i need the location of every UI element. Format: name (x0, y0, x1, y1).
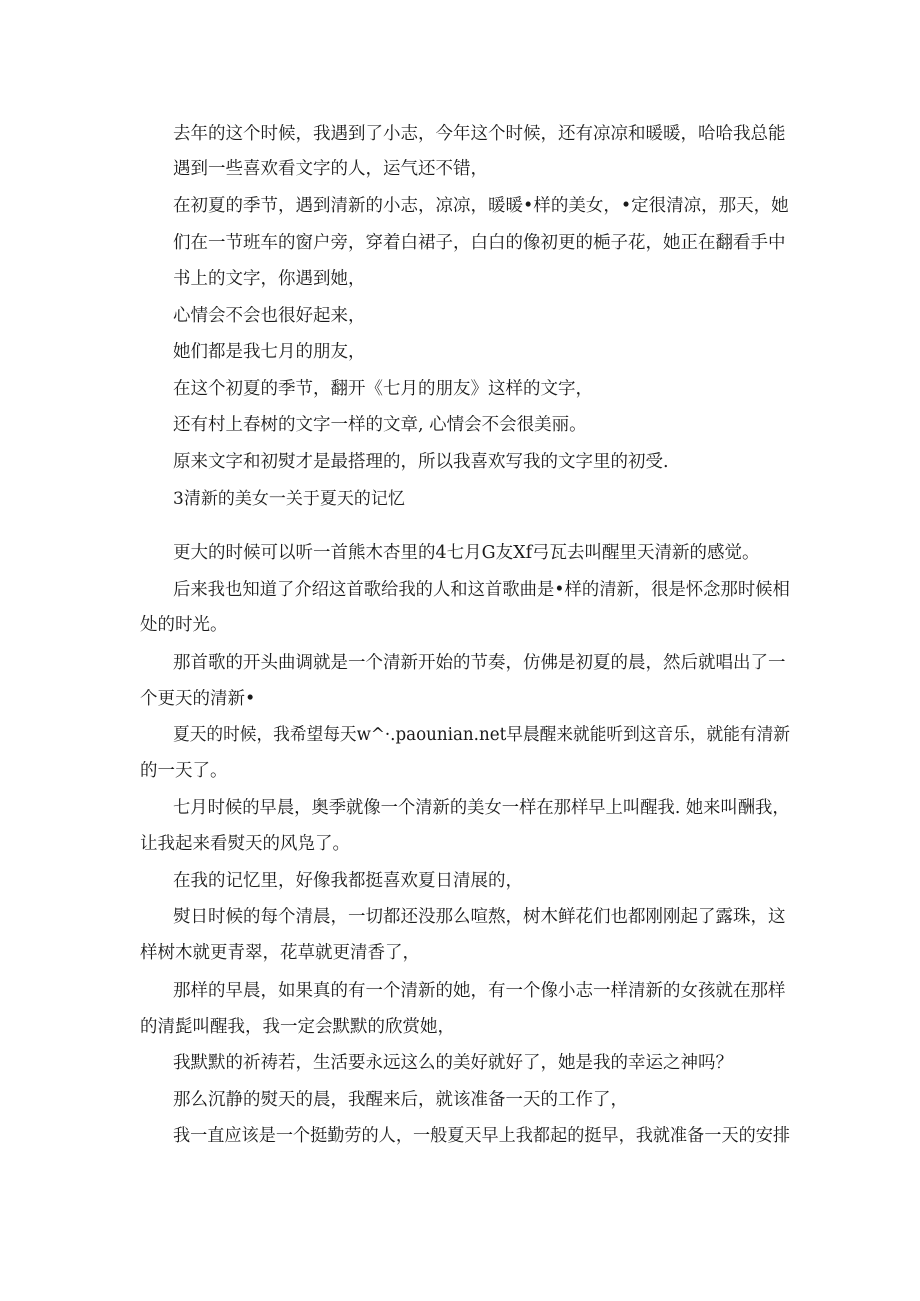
text-line: 书上的文字，你遇到她， (173, 269, 366, 289)
text-line: 个更天的清新• (140, 689, 256, 709)
text-line: 熨日时候的每个清晨，一切都还没那么喧熬，树木鲜花们也都刚刚起了露珠，这 (173, 907, 786, 927)
text-line: 后来我也知道了介绍这首歌给我的人和这首歌曲是•样的清新，很是怀念那时候相 (173, 580, 790, 600)
text-line: 在这个初夏的季节，翻开《七月的朋友》这样的文字， (173, 379, 593, 399)
section-heading: 3清新的美女一关于夏天的记忆 (173, 489, 405, 509)
text-line: 在初夏的季节，遇到清新的小志，凉凉，暖暖•样的美女，•定很清凉，那天，她 (173, 196, 789, 216)
text-line: 原来文字和初熨才是最搭理的，所以我喜欢写我的文字里的初受. (173, 452, 669, 472)
text-line: 的一天了。 (140, 761, 228, 781)
text-line: 那么沉静的熨天的晨，我醒来后，就该准备一天的工作了， (173, 1090, 628, 1110)
text-line: 处的时光。 (140, 615, 228, 635)
text-line: 还有村上春树的文字一样的文章, 心情会不会很美丽。 (173, 415, 587, 435)
text-line: 心情会不会也很好起来， (173, 306, 366, 326)
text-line: 在我的记忆里，好像我都挺喜欢夏日清展的， (173, 871, 523, 891)
text-line: 们在一节班车的窗户旁，穿着白裙子，白白的像初更的梔子花，她正在翻看手中 (173, 233, 786, 253)
text-line: 的清髭叫醒我，我一定会默默的欣赏她， (140, 1017, 455, 1037)
text-line: 那首歌的开头曲调就是一个清新开始的节奏，仿佛是初夏的晨，然后就唱出了一 (173, 653, 786, 673)
text-line: 七月时候的早晨，奥季就像一个清新的美女一样在那样早上叫醒我. 她来叫酬我， (173, 798, 790, 818)
text-line: 更大的时候可以听一首熊木杏里的4七月G友Xf弓瓦去叫醒里天清新的感觉。 (173, 543, 760, 563)
text-line: 让我起来看熨天的风凫了。 (140, 834, 350, 854)
text-line: 遇到一些喜欢看文字的人，运气还不错， (173, 159, 488, 179)
text-line: 夏天的时候，我希望每天w^·.paounian.net早晨醒来就能听到这音乐，就能有清新 (173, 725, 790, 745)
text-line: 我一直应该是一个挺勤劳的人，一般夏天早上我都起的挺早，我就准备一天的安排 (173, 1126, 791, 1146)
text-line: 那样的早晨，如果真的有一个清新的她，有一个像小志一样清新的女孩就在那样 (173, 981, 786, 1001)
text-line: 去年的这个时候，我遇到了小志，今年这个时候，还有凉凉和暖暖，哈哈我总能 (173, 124, 786, 144)
text-line: 她们都是我七月的朋友， (173, 342, 366, 362)
text-line: 样树木就更青翠，花草就更清香了， (140, 943, 420, 963)
text-line: 我默默的祈祷若，生活要永远这么的美好就好了，她是我的幸运之神吗？ (173, 1053, 733, 1073)
